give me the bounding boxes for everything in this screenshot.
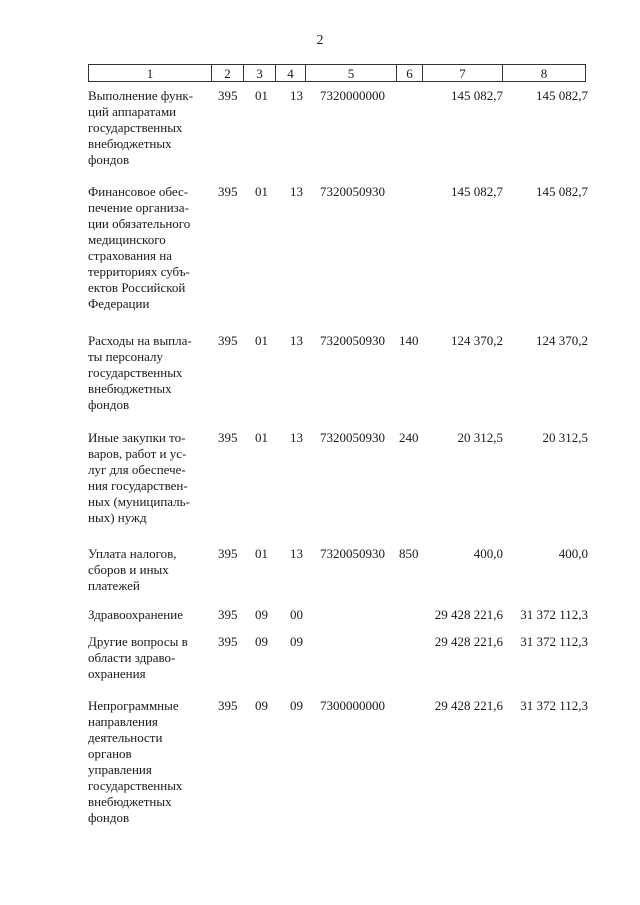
- row-name-line: Финансовое обес-: [88, 184, 189, 199]
- table-header: [88, 64, 586, 82]
- row-name-line: деятельности: [88, 730, 163, 745]
- row-name: [88, 698, 210, 826]
- row-name-line: Уплата налогов,: [88, 546, 177, 561]
- cell-c5: 7320050930: [320, 333, 385, 348]
- cell-c7: 29 428 221,6: [434, 607, 503, 622]
- row-name-line: ных) нужд: [88, 510, 147, 525]
- row-name-line: печение организа-: [88, 200, 189, 215]
- row-name-line: сборов и иных: [88, 562, 169, 577]
- cell-c2: 395: [218, 430, 238, 445]
- cell-c4: 13: [290, 184, 303, 199]
- header-col-5: 5: [306, 65, 397, 81]
- row-name-line: внебюджетных: [88, 381, 172, 396]
- row-name-line: государственных: [88, 365, 183, 380]
- row-name: [88, 607, 210, 623]
- cell-c4: 09: [290, 634, 303, 649]
- cell-c2: 395: [218, 698, 238, 713]
- cell-c3: 09: [255, 607, 268, 622]
- cell-c4: 00: [290, 607, 303, 622]
- cell-c5: 7320050930: [320, 546, 385, 561]
- row-name-line: ты персоналу: [88, 349, 163, 364]
- cell-c8: 145 082,7: [536, 88, 588, 103]
- cell-c8: 31 372 112,3: [520, 607, 588, 622]
- header-col-3: 3: [244, 65, 276, 81]
- cell-c4: 13: [290, 430, 303, 445]
- row-name-line: ектов Российской: [88, 280, 186, 295]
- row-name-line: фондов: [88, 152, 130, 167]
- header-col-1: 1: [89, 65, 212, 81]
- header-col-8: 8: [540, 66, 548, 81]
- row-name-line: фондов: [88, 397, 130, 412]
- header-col-7: 7: [423, 65, 503, 81]
- row-name: [88, 88, 210, 168]
- row-name: [88, 546, 210, 594]
- row-name-line: области здраво-: [88, 650, 176, 665]
- row-name: [88, 184, 210, 312]
- row-name-line: Непрограммные: [88, 698, 179, 713]
- cell-c7: 124 370,2: [451, 333, 503, 348]
- cell-c7: 400,0: [473, 546, 503, 561]
- cell-c3: 09: [255, 698, 268, 713]
- cell-c3: 01: [255, 546, 268, 561]
- header-col-4: 4: [276, 65, 306, 81]
- row-name-line: варов, работ и ус-: [88, 446, 187, 461]
- cell-c8: 145 082,7: [536, 184, 588, 199]
- cell-c2: 395: [218, 607, 238, 622]
- cell-c5: 7320000000: [320, 88, 385, 103]
- row-name-line: охранения: [88, 666, 146, 681]
- row-name-line: Другие вопросы в: [88, 634, 188, 649]
- row-name: [88, 634, 210, 682]
- row-name-line: медицинского: [88, 232, 166, 247]
- cell-c2: 395: [218, 546, 238, 561]
- cell-c7: 29 428 221,6: [434, 634, 503, 649]
- header-col-6: 6: [397, 65, 423, 81]
- page-number: 2: [316, 33, 324, 48]
- row-name-line: управления: [88, 762, 152, 777]
- row-name-line: государственных: [88, 120, 183, 135]
- cell-c8: 20 312,5: [542, 430, 588, 445]
- row-name-line: внебюджетных: [88, 136, 172, 151]
- cell-c4: 13: [290, 546, 303, 561]
- cell-c5: 7320050930: [320, 184, 385, 199]
- cell-c5: 7320050930: [320, 430, 385, 445]
- row-name-line: территориях субъ-: [88, 264, 190, 279]
- cell-c4: 13: [290, 333, 303, 348]
- row-name: [88, 430, 210, 526]
- cell-c7: 20 312,5: [457, 430, 503, 445]
- cell-c2: 395: [218, 634, 238, 649]
- row-name-line: ций аппаратами: [88, 104, 177, 119]
- header-col-2: 2: [212, 65, 244, 81]
- row-name-line: Федерации: [88, 296, 150, 311]
- cell-c7: 29 428 221,6: [434, 698, 503, 713]
- row-name-line: Здравоохранение: [88, 607, 183, 622]
- row-name-line: Расходы на выпла-: [88, 333, 192, 348]
- row-name-line: луг для обеспече-: [88, 462, 186, 477]
- cell-c8: 400,0: [558, 546, 588, 561]
- cell-c5: 7300000000: [320, 698, 385, 713]
- row-name-line: фондов: [88, 810, 130, 825]
- row-name-line: страхования на: [88, 248, 172, 263]
- cell-c3: 01: [255, 333, 268, 348]
- row-name-line: ния государствен-: [88, 478, 188, 493]
- cell-c2: 395: [218, 333, 238, 348]
- row-name-line: ции обязательного: [88, 216, 191, 231]
- cell-c8: 31 372 112,3: [520, 634, 588, 649]
- row-name-line: платежей: [88, 578, 140, 593]
- cell-c7: 145 082,7: [451, 184, 503, 199]
- cell-c3: 01: [255, 184, 268, 199]
- cell-c7: 145 082,7: [451, 88, 503, 103]
- cell-c3: 01: [255, 88, 268, 103]
- cell-c6: 140: [399, 333, 419, 348]
- cell-c2: 395: [218, 184, 238, 199]
- row-name-line: направления: [88, 714, 158, 729]
- cell-c6: 240: [399, 430, 419, 445]
- row-name-line: Выполнение функ-: [88, 88, 194, 103]
- cell-c4: 09: [290, 698, 303, 713]
- cell-c4: 13: [290, 88, 303, 103]
- cell-c6: 850: [399, 546, 419, 561]
- cell-c2: 395: [218, 88, 238, 103]
- row-name-line: внебюджетных: [88, 794, 172, 809]
- cell-c3: 01: [255, 430, 268, 445]
- cell-c8: 31 372 112,3: [520, 698, 588, 713]
- cell-c8: 124 370,2: [536, 333, 588, 348]
- row-name: [88, 333, 210, 413]
- row-name-line: государственных: [88, 778, 183, 793]
- row-name-line: ных (муниципаль-: [88, 494, 190, 509]
- cell-c3: 09: [255, 634, 268, 649]
- row-name-line: Иные закупки то-: [88, 430, 186, 445]
- row-name-line: органов: [88, 746, 132, 761]
